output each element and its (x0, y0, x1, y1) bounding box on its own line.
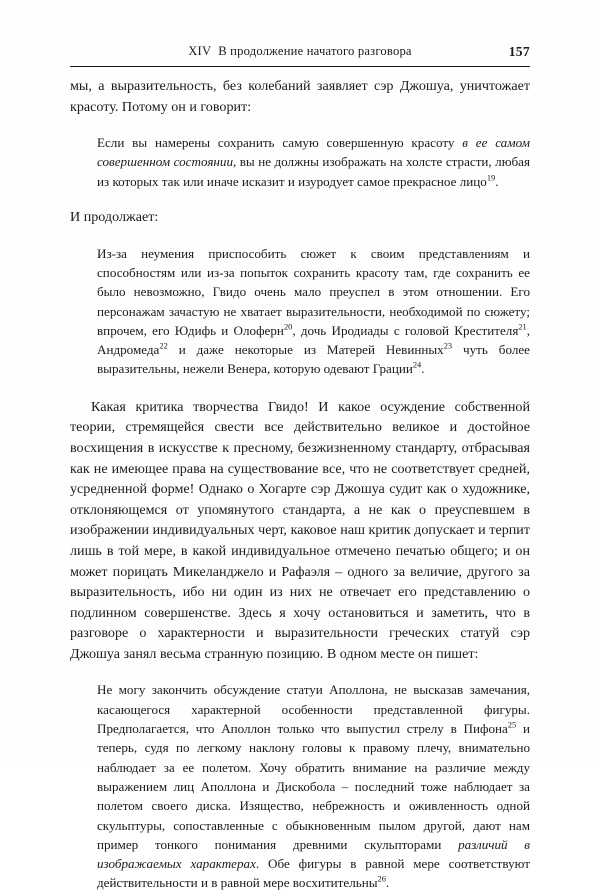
chapter-numeral: XIV (188, 44, 212, 58)
footnote-marker-19: 19 (486, 173, 496, 183)
footnote-marker-25: 25 (507, 720, 517, 730)
quote-tail: . (421, 361, 425, 377)
quote-text-before: Если вы намерены сохранить самую совершенную красоту (97, 135, 463, 151)
quote-segment: , Андромеда (97, 322, 530, 358)
footnote-marker-24: 24 (412, 361, 422, 371)
footnote-marker-21: 21 (518, 322, 527, 332)
text-column (70, 76, 530, 893)
quote-segment: Из-за неумения приспособить сюжет к своим представлениям и способностям или из-за попыток сохранить красоту там, где сохранить ее было невозможно, Гвидо очень мало преуспел в этом отношении. Его персонажам зачастую не хватает выразительности, необходимой по сюжету; впрочем, его Юдифь и Олоферн (97, 245, 530, 338)
running-head-text (188, 44, 411, 59)
paragraph-lead-in: И продолжает: (70, 209, 159, 226)
blockquote-third (97, 680, 530, 892)
quote-segment: чуть более выразительны, нежели Венера, которую одевают Грации (97, 342, 530, 377)
blockquote-first (97, 133, 530, 191)
quote-segment: , дочь Иродиады с головой Крестителя (292, 322, 519, 338)
spacer (70, 117, 530, 133)
spacer (70, 228, 530, 244)
spacer (70, 664, 530, 680)
paragraph-commentary: Какая критика творчества Гвидо! И какое осуждение собственной теории, стремящейся свести все действительно великое и достойное восхищения в искусстве к пресному, безжизненному стандарту, отбрасывая как не имеющее права на существование все, что не соответствует средней, усредненной форме! Однако о Хогарте сэр Джошуа судит как о художнике, отклоняющемся от упомянутого стандарта, а не как о преуспевшем в изображении индивидуальных черт, каковое наш критик допускает и терпит лишь в той мере, в какой индивидуальное отмечено печатью общего; и он может порицать Микеланджело и Рафаэля – одного за величие, другого за выразительность, ибо ни один из них не отвечает его представлению о подлинном совершенстве. Здесь я хочу остановиться и заметить, что в разговоре о характерности и выразительности греческих статуй сэр Джошуа занял весьма странную позицию. В одном месте он пишет: (70, 398, 530, 662)
spacer (70, 191, 530, 207)
quote-italic-phrase: в ее самом совершенном состоянии (97, 135, 530, 170)
footnote-marker-20: 20 (283, 322, 293, 332)
running-head (70, 44, 530, 64)
footnote-marker-23: 23 (443, 341, 453, 351)
quote-segment: . Обе фигуры в равной мере соответствуют действительности и в равной мере восхитительны (97, 856, 530, 891)
chapter-title: В продолжение начатого разговора (218, 44, 412, 58)
quote-tail: . (495, 173, 499, 189)
quote-text-after: , вы не должны изображать на холсте страсти, любая из которых так или иначе исказит и изуродует самое прекрасное лицо (97, 154, 530, 189)
quote-italic-phrase: различий в изображаемых характерах (97, 836, 530, 872)
paragraph-continuation: мы, а выразительность, без колебаний заявляет сэр Джошуа, уничтожает красоту. Потому он и говорит: (70, 78, 530, 115)
page-number: 157 (508, 44, 530, 59)
header-rule (70, 66, 530, 67)
footnote-marker-22: 22 (159, 341, 168, 351)
spacer (70, 379, 530, 397)
quote-segment: Не могу закончить обсуждение статуи Аполлона, не высказав замечания, касающегося характерной особенности представленной фигуры. Предполагается, что Аполлон только что выпустил стрелу в Пифона (97, 682, 530, 737)
quote-tail: . (385, 875, 390, 891)
quote-segment: и даже некоторые из Матерей Невинных (167, 342, 444, 358)
quote-segment: и теперь, судя по легкому наклону головы к правому плечу, внимательно наблюдает за ее полетом. Хочу обратить внимание на различие между выражением лиц Аполлона и Дискобола – последний тоже наблюдает за полетом своего диска. Изящество, небрежность и оживленность одной скульптуры, сопоставленные с обыкновенным пылом другой, дают нам пример тонкого понимания древними скульпторами (97, 721, 531, 852)
footnote-marker-26: 26 (377, 875, 386, 885)
blockquote-second (97, 244, 530, 379)
